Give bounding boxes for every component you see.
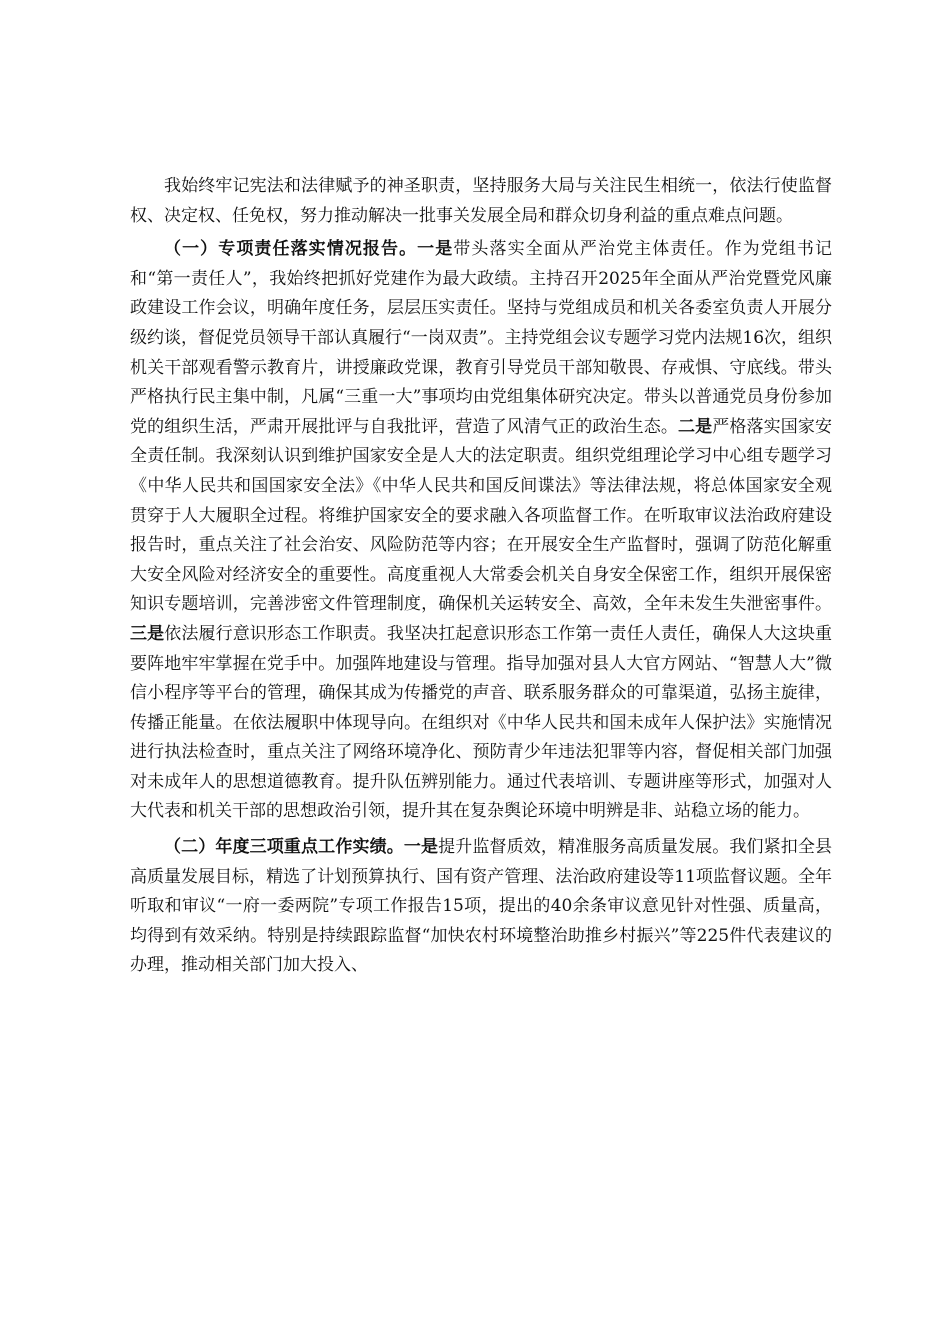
section-two-item-one-marker: 一是 <box>403 837 439 858</box>
document-body <box>130 172 832 981</box>
intro-paragraph <box>130 172 832 231</box>
item-three-marker: 三是 <box>130 623 165 644</box>
section-two-heading: （二）年度三项重点工作实绩。 <box>164 837 404 858</box>
item-two-marker: 二是 <box>678 416 713 437</box>
item-three-text: 依法履行意识形态工作职责。我坚决扛起意识形态工作第一责任人责任，确保人大这块重要阵地牢牢掌握在党手中。加强阵地建设与管理。指导加强对县人大官方网站、“智慧人大”微信小程序等平台的管理，确保其成为传播党的声音、联系服务群众的可靠渠道，弘扬主旋律，传播正能量。在依法履职中体现导向。在组织对《中华人民共和国未成年人保护法》实施情况进行执法检查时，重点关注了网络环境净化、预防青少年违法犯罪等内容，督促相关部门加强对未成年人的思想道德教育。提升队伍辨别能力。通过代表培训、专题讲座等形式，加强对人大代表和机关干部的思想政治引领，提升其在复杂舆论环境中明辨是非、站稳立场的能力。 <box>130 623 832 822</box>
section-two-paragraph <box>130 833 832 981</box>
item-one-marker: 一是 <box>417 239 454 260</box>
intro-text: 我始终牢记宪法和法律赋予的神圣职责，坚持服务大局与关注民生相统一，依法行使监督权、决定权、任免权，努力推动解决一批事关发展全局和群众切身利益的重点难点问题。 <box>130 176 832 226</box>
section-one-paragraph <box>130 235 832 827</box>
item-one-text: 带头落实全面从严治党主体责任。作为党组书记和“第一责任人”，我始终把抓好党建作为最大政绩。主持召开2025年全面从严治党暨党风廉政建设工作会议，明确年度任务，层层压实责任。坚持与党组成员和机关各委室负责人开展分级约谈，督促党员领导干部认真履行“一岗双责”。主持党组会议专题学习党内法规16次，组织机关干部观看警示教育片，讲授廉政党课，教育引导党员干部知敬畏、存戒惧、守底线。带头严格执行民主集中制，凡属“三重一大”事项均由党组集体研究决定。带头以普通党员身份参加党的组织生活，严肃开展批评与自我批评，营造了风清气正的政治生态。 <box>130 239 833 437</box>
section-two-item-one-text: 提升监督质效，精准服务高质量发展。我们紧扣全县高质量发展目标，精选了计划预算执行、国有资产管理、法治政府建设等11项监督议题。全年听取和审议“一府一委两院”专项工作报告15项，提出的40余条审议意见针对性强、质量高，均得到有效采纳。特别是持续跟踪监督“加快农村环境整治助推乡村振兴”等225件代表建议的办理，推动相关部门加大投入、 <box>130 837 833 976</box>
section-one-heading: （一）专项责任落实情况报告。 <box>164 239 418 260</box>
item-two-text: 严格落实国家安全责任制。我深刻认识到维护国家安全是人大的法定职责。组织党组理论学习中心组专题学习《中华人民共和国国家安全法》《中华人民共和国反间谍法》等法律法规，将总体国家安全观贯穿于人大履职全过程。将维护国家安全的要求融入各项监督工作。在听取审议法治政府建设报告时，重点关注了社会治安、风险防范等内容；在开展安全生产监督时，强调了防范化解重大安全风险对经济安全的重要性。高度重视人大常委会机关自身安全保密工作，组织开展保密知识专题培训，完善涉密文件管理制度，确保机关运转安全、高效，全年未发生失泄密事件。 <box>130 416 832 615</box>
